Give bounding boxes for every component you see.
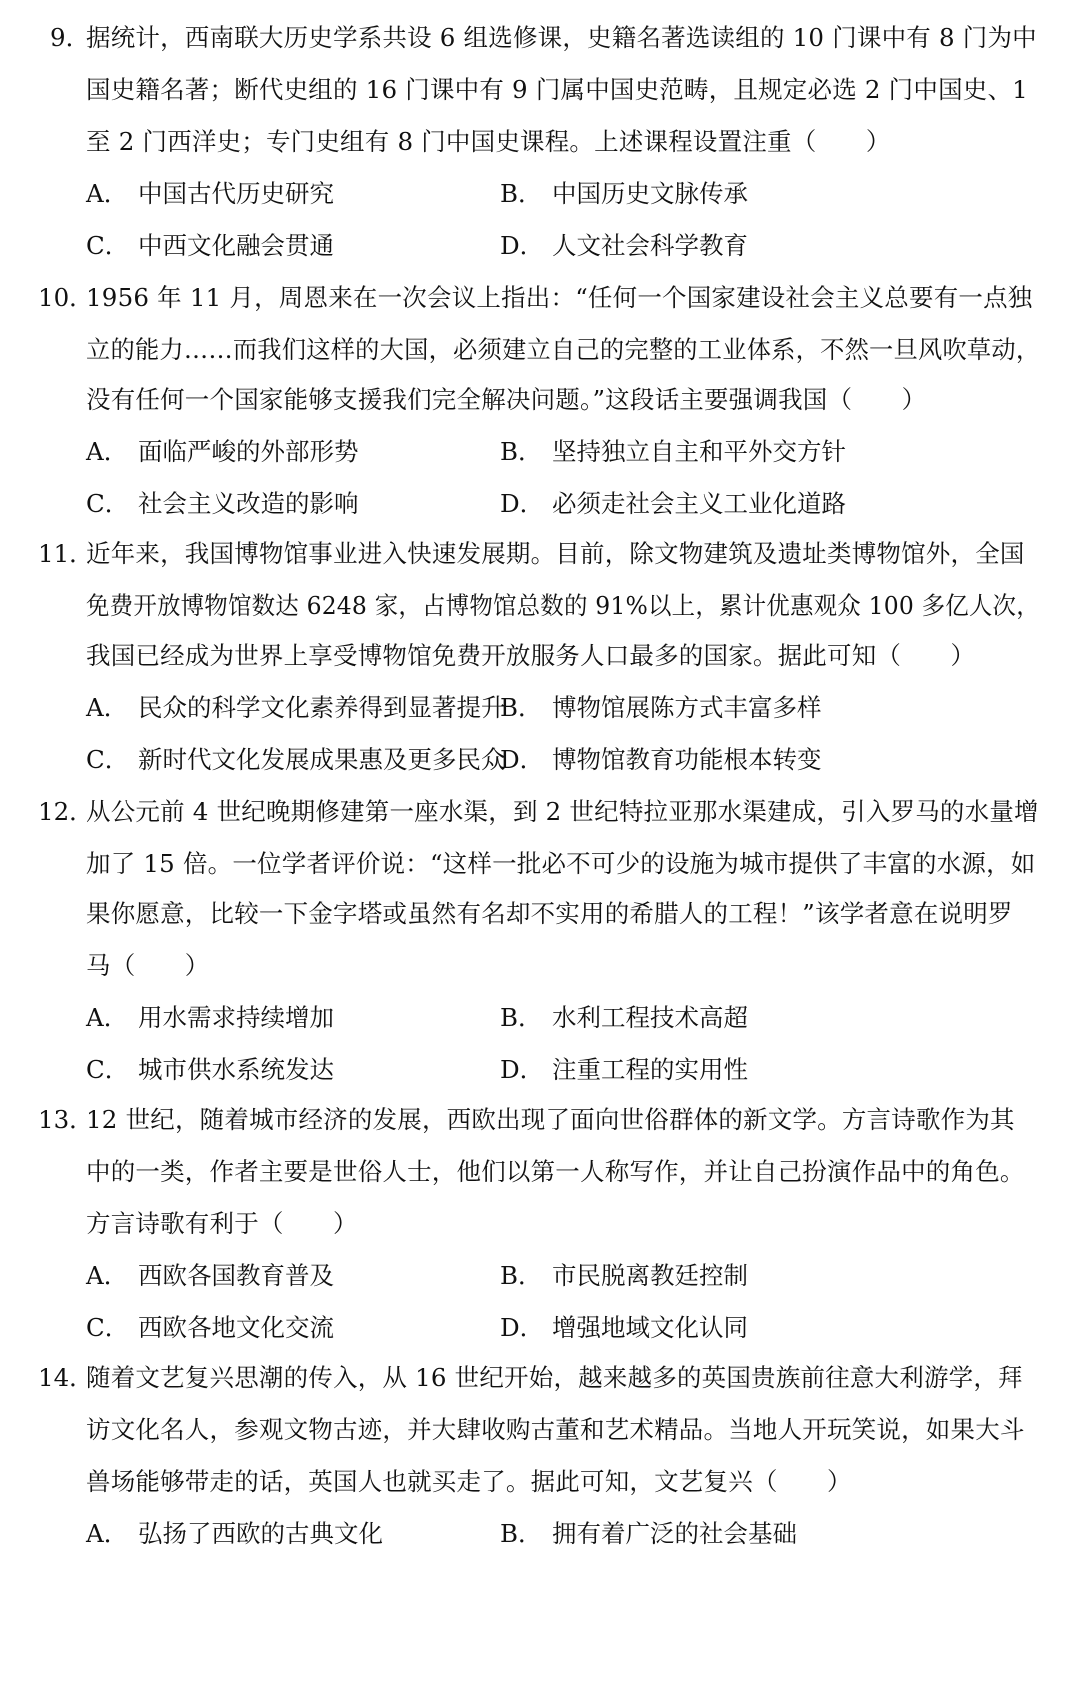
option-a: A． 西欧各国教育普及 bbox=[86, 1261, 334, 1290]
option-c: C． 中西文化融会贯通 bbox=[86, 231, 334, 260]
option-b: B． 坚持独立自主和平外交方针 bbox=[500, 437, 846, 466]
question-number: 13． bbox=[38, 1105, 94, 1134]
question-text-line: 果你愿意，比较一下金字塔或虽然有名却不实用的希腊人的工程！”该学者意在说明罗 bbox=[86, 899, 1013, 928]
option-d: D． 注重工程的实用性 bbox=[500, 1055, 748, 1084]
question-text-line: 免费开放博物馆数达 6248 家，占博物馆总数的 91%以上，累计优惠观众 100 多亿人次， bbox=[86, 591, 1040, 620]
question-text-line: 立的能力……而我们这样的大国，必须建立自己的完整的工业体系，不然一旦风吹草动， bbox=[86, 335, 1041, 364]
question-text-line: 从公元前 4 世纪晚期修建第一座水渠，到 2 世纪特拉亚那水渠建成，引入罗马的水量增 bbox=[86, 797, 1039, 826]
question-text-line: 方言诗歌有利于（ ） bbox=[86, 1209, 358, 1238]
question-text-line: 至 2 门西洋史；专门史组有 8 门中国史课程。上述课程设置注重（ ） bbox=[86, 127, 891, 156]
option-d: D． 必须走社会主义工业化道路 bbox=[500, 489, 846, 518]
option-a: A． 中国古代历史研究 bbox=[86, 179, 334, 208]
question-text-line: 马（ ） bbox=[86, 951, 210, 980]
option-a: A． 面临严峻的外部形势 bbox=[86, 437, 359, 466]
question-text-line: 我国已经成为世界上享受博物馆免费开放服务人口最多的国家。据此可知（ ） bbox=[86, 641, 976, 670]
option-c: C． 社会主义改造的影响 bbox=[86, 489, 359, 518]
question-text-line: 随着文艺复兴思潮的传入，从 16 世纪开始，越来越多的英国贵族前往意大利游学，拜 bbox=[86, 1363, 1023, 1392]
option-d: D． 人文社会科学教育 bbox=[500, 231, 748, 260]
question-text-line: 近年来，我国博物馆事业进入快速发展期。目前，除文物建筑及遗址类博物馆外，全国 bbox=[86, 539, 1025, 568]
question-number: 12． bbox=[38, 797, 94, 826]
question-text-line: 据统计，西南联大历史学系共设 6 组选修课，史籍名著选读组的 10 门课中有 8 门为中 bbox=[86, 23, 1037, 52]
option-c: C． 城市供水系统发达 bbox=[86, 1055, 334, 1084]
question-number: 10． bbox=[38, 283, 94, 312]
option-c: C． 新时代文化发展成果惠及更多民众 bbox=[86, 745, 506, 774]
question-text-line: 没有任何一个国家能够支援我们完全解决问题。”这段话主要强调我国（ ） bbox=[86, 385, 927, 414]
question-text-line: 兽场能够带走的话，英国人也就买走了。据此可知，文艺复兴（ ） bbox=[86, 1467, 852, 1496]
question-number: 11． bbox=[38, 539, 94, 568]
option-c: C． 西欧各地文化交流 bbox=[86, 1313, 334, 1342]
question-text-line: 加了 15 倍。一位学者评价说：“这样一批必不可少的设施为城市提供了丰富的水源，如 bbox=[86, 849, 1036, 878]
question-text-line: 1956 年 11 月，周恩来在一次会议上指出：“任何一个国家建设社会主义总要有一点独 bbox=[86, 283, 1033, 312]
question-text-line: 中的一类，作者主要是世俗人士，他们以第一人称写作，并让自己扮演作品中的角色。 bbox=[86, 1157, 1025, 1186]
option-b: B． 市民脱离教廷控制 bbox=[500, 1261, 748, 1290]
question-text-line: 国史籍名著；断代史组的 16 门课中有 9 门属中国史范畴，且规定必选 2 门中国史、1 bbox=[86, 75, 1028, 104]
question-text-line: 访文化名人，参观文物古迹，并大肆收购古董和艺术精品。当地人开玩笑说，如果大斗 bbox=[86, 1415, 1025, 1444]
option-a: A． 弘扬了西欧的古典文化 bbox=[86, 1519, 383, 1548]
question-number: 14． bbox=[38, 1363, 94, 1392]
question-number: 9． bbox=[50, 23, 91, 52]
option-a: A． 民众的科学文化素养得到显著提升 bbox=[86, 693, 506, 722]
question-text-line: 12 世纪，随着城市经济的发展，西欧出现了面向世俗群体的新文学。方言诗歌作为其 bbox=[86, 1105, 1015, 1134]
option-b: B． 拥有着广泛的社会基础 bbox=[500, 1519, 797, 1548]
option-b: B． 博物馆展陈方式丰富多样 bbox=[500, 693, 822, 722]
option-b: B． 中国历史文脉传承 bbox=[500, 179, 748, 208]
option-b: B． 水利工程技术高超 bbox=[500, 1003, 748, 1032]
option-a: A． 用水需求持续增加 bbox=[86, 1003, 334, 1032]
option-d: D． 博物馆教育功能根本转变 bbox=[500, 745, 822, 774]
option-d: D． 增强地域文化认同 bbox=[500, 1313, 748, 1342]
